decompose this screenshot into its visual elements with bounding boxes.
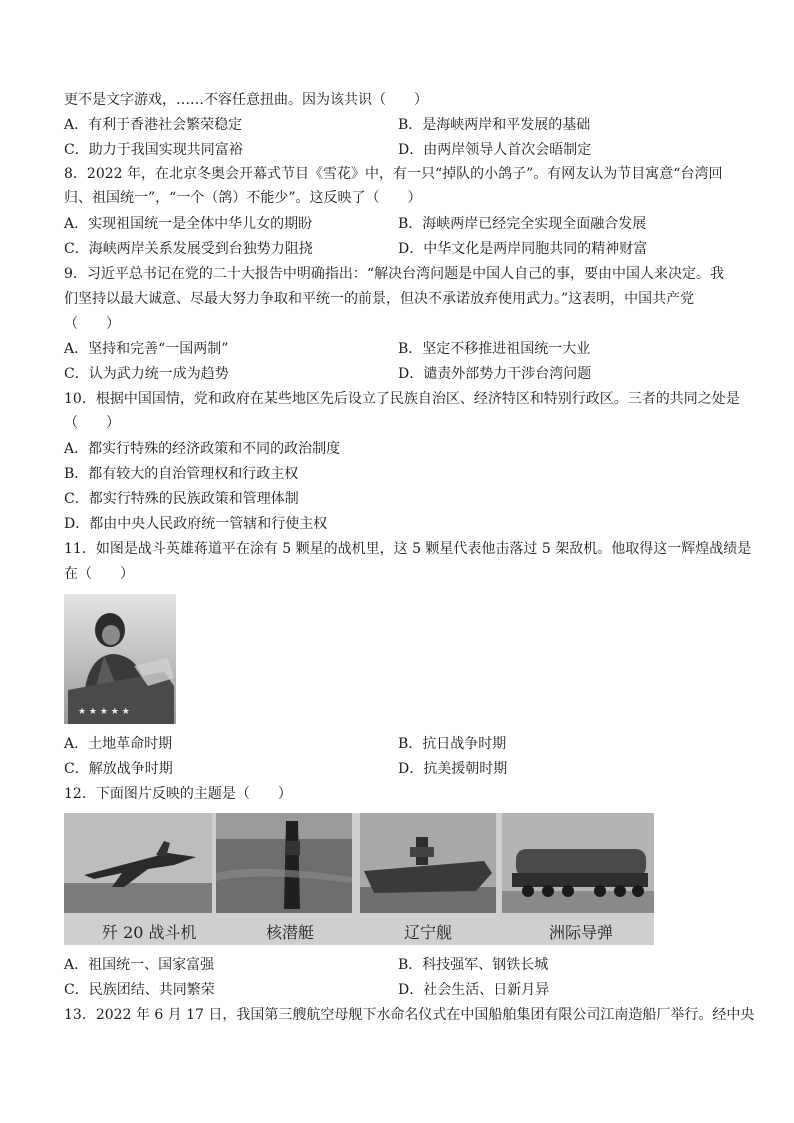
submarine-photo xyxy=(216,813,352,913)
q12-option-a: A．祖国统一、国家富强 xyxy=(64,957,215,973)
q10-option-d: D．都由中央人民政府统一管辖和行使主权 xyxy=(64,516,328,532)
military-photo-strip xyxy=(64,813,654,945)
q8-option-b: B．海峡两岸已经完全实现全面融合发展 xyxy=(398,216,647,232)
q9-stem-line3: （ ） xyxy=(64,316,120,332)
q11-option-c: C．解放战争时期 xyxy=(64,761,173,777)
q11-stem-line1: 11．如图是战斗英雄蒋道平在涂有 5 颗星的战机里，这 5 颗星代表他击落过 5 架敌机。他取得这一辉煌战绩是 xyxy=(64,541,752,557)
q7-option-a: A．有利于香港社会繁荣稳定 xyxy=(64,117,243,133)
caption-fighter-jet: 歼 20 战斗机 xyxy=(102,923,197,942)
aircraft-carrier-photo xyxy=(360,813,496,913)
q11-option-d: D．抗美援朝时期 xyxy=(398,761,508,777)
q7-option-d: D．由两岸领导人首次会晤制定 xyxy=(398,142,592,158)
q10-option-c: C．都实行特殊的民族政策和管理体制 xyxy=(64,491,299,507)
q13-stem-line1: 13．2022 年 6 月 17 日，我国第三艘航空母舰下水命名仪式在中国船舶集团有限公司江南造船厂举行。经中央 xyxy=(64,1007,755,1023)
q7-option-b: B．是海峡两岸和平发展的基础 xyxy=(398,117,591,133)
q12-option-c: C．民族团结、共同繁荣 xyxy=(64,982,215,998)
pilot-photo xyxy=(64,594,176,724)
caption-submarine: 核潜艇 xyxy=(266,923,315,942)
pilot-photo-illustration xyxy=(64,594,176,724)
svg-text:★ ★ ★ ★ ★: ★ ★ ★ ★ ★ xyxy=(78,707,130,717)
q9-option-b: B．坚定不移推进祖国统一大业 xyxy=(398,341,591,357)
q11-stem-line2: 在（ ） xyxy=(64,566,134,582)
q9-option-c: C．认为武力统一成为趋势 xyxy=(64,366,229,382)
caption-missile: 洲际导弹 xyxy=(549,923,614,942)
q11-option-a: A．土地革命时期 xyxy=(64,736,173,752)
caption-carrier: 辽宁舰 xyxy=(404,923,453,942)
fighter-jet-photo xyxy=(64,813,212,913)
q10-stem-line1: 10．根据中国国情，党和政府在某些地区先后设立了民族自治区、经济特区和特别行政区。三者的共同之处是 xyxy=(64,391,740,407)
q8-option-d: D．中华文化是两岸同胞共同的精神财富 xyxy=(398,241,648,257)
q11-option-b: B．抗日战争时期 xyxy=(398,736,507,752)
q8-stem-line2: 归、祖国统一”，“一个（鸽）不能少”。这反映了（ ） xyxy=(64,190,422,206)
q7-option-c: C．助力于我国实现共同富裕 xyxy=(64,142,243,158)
q9-option-a: A．坚持和完善“一国两制” xyxy=(64,341,229,357)
q12-option-b: B．科技强军、钢铁长城 xyxy=(398,957,549,973)
q12-stem: 12．下面图片反映的主题是（ ） xyxy=(64,786,292,802)
q9-stem-line1: 9．习近平总书记在党的二十大报告中明确指出：“解决台湾问题是中国人自己的事，要由中国人来决定。我 xyxy=(64,266,725,282)
q10-option-a: A．都实行特殊的经济政策和不同的政治制度 xyxy=(64,441,341,457)
q8-stem-line1: 8．2022 年，在北京冬奥会开幕式节目《雪花》中，有一只“掉队的小鸽子”。有网友认为节目寓意“台湾回 xyxy=(64,166,723,182)
q8-option-c: C．海峡两岸关系发展受到台独势力阻挠 xyxy=(64,241,313,257)
q10-option-b: B．都有较大的自治管理权和行政主权 xyxy=(64,466,299,482)
q7-stem: 更不是文字游戏，……不容任意扭曲。因为该共识（ ） xyxy=(64,92,428,108)
q8-option-a: A．实现祖国统一是全体中华儿女的期盼 xyxy=(64,216,313,232)
q12-option-d: D．社会生活、日新月异 xyxy=(398,982,550,998)
q10-stem-line2: （ ） xyxy=(64,415,120,431)
q9-stem-line2: 们坚持以最大诚意、尽最大努力争取和平统一的前景，但决不承诺放弃使用武力。”这表明，中国共产党 xyxy=(64,291,695,307)
missile-photo xyxy=(502,813,654,913)
q9-option-d: D．谴责外部势力干涉台湾问题 xyxy=(398,366,592,382)
